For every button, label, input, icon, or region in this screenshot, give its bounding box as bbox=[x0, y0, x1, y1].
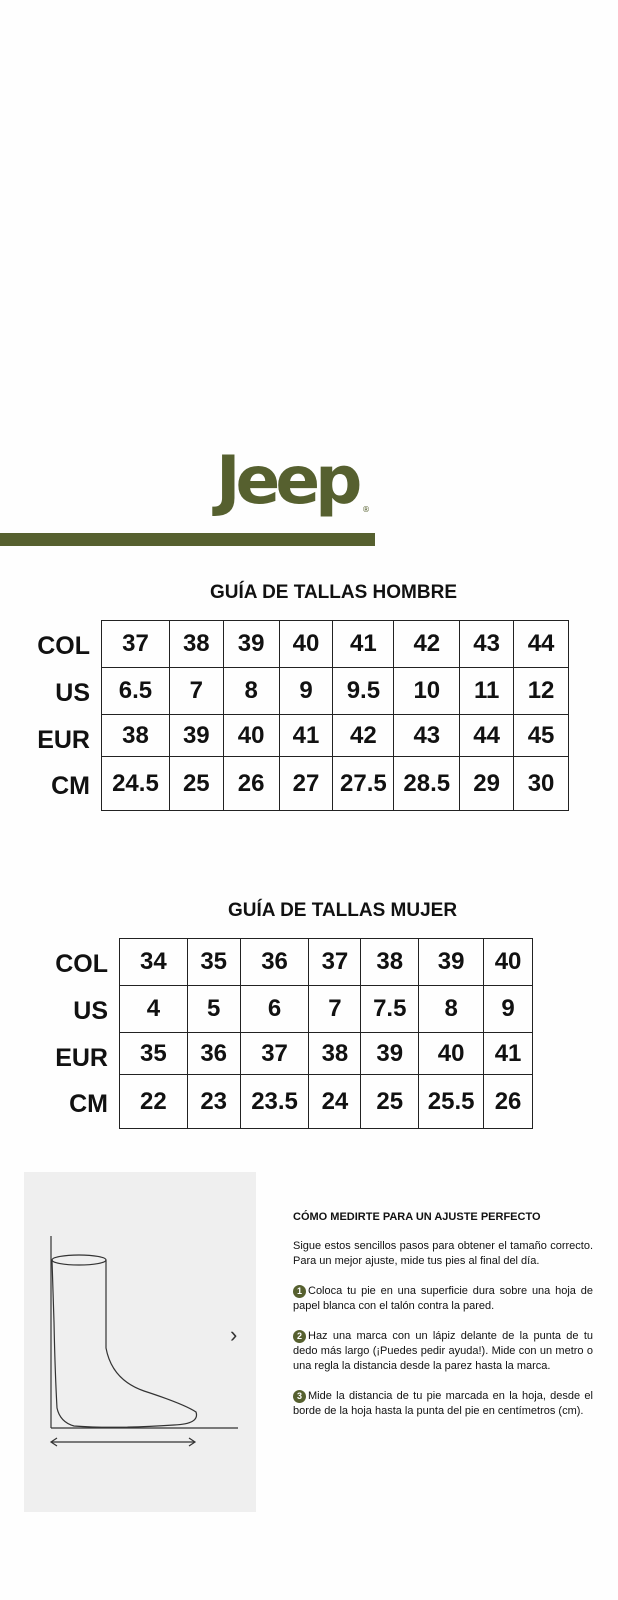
women-size-row bbox=[120, 986, 533, 1033]
men-size-cell: 29 bbox=[460, 757, 514, 811]
men-size-row bbox=[102, 757, 569, 811]
men-size-cell: 44 bbox=[460, 715, 514, 757]
foot-illustration-icon bbox=[24, 1172, 256, 1512]
women-size-cell: 26 bbox=[484, 1075, 533, 1129]
women-size-cell: 7.5 bbox=[361, 986, 419, 1033]
men-guide-title: GUÍA DE TALLAS HOMBRE bbox=[210, 582, 457, 603]
men-size-row bbox=[102, 715, 569, 757]
men-size-row bbox=[102, 668, 569, 715]
men-row-label: COL bbox=[37, 632, 90, 660]
women-size-cell: 23.5 bbox=[240, 1075, 309, 1129]
men-size-cell: 42 bbox=[333, 715, 394, 757]
men-row-label: US bbox=[55, 679, 90, 707]
men-size-cell: 9.5 bbox=[333, 668, 394, 715]
step-number-badge: 2 bbox=[293, 1330, 306, 1343]
step-text: Coloca tu pie en una superficie dura sobre una hoja de papel blanca con el talón contra la pared. bbox=[293, 1285, 593, 1312]
men-size-cell: 25 bbox=[169, 757, 223, 811]
men-size-cell: 10 bbox=[394, 668, 460, 715]
men-size-row bbox=[102, 621, 569, 668]
women-size-cell: 8 bbox=[419, 986, 484, 1033]
men-size-cell: 38 bbox=[102, 715, 170, 757]
registered-mark: ® bbox=[362, 505, 370, 514]
men-size-cell: 26 bbox=[223, 757, 279, 811]
men-size-cell: 42 bbox=[394, 621, 460, 668]
step-number-badge: 1 bbox=[293, 1285, 306, 1298]
women-size-cell: 41 bbox=[484, 1033, 533, 1075]
men-size-cell: 9 bbox=[279, 668, 333, 715]
women-row-label: CM bbox=[69, 1090, 108, 1118]
men-size-cell: 41 bbox=[333, 621, 394, 668]
step-text: Haz una marca con un lápiz delante de la punta de tu dedo más largo (¡Puedes pedir ayuda!). Mide con un metro o una regla la distancia desde la parez hasta la marca. bbox=[293, 1330, 593, 1372]
women-size-cell: 35 bbox=[187, 939, 240, 986]
men-size-cell: 41 bbox=[279, 715, 333, 757]
brand-divider-bar bbox=[0, 533, 375, 546]
men-size-cell: 12 bbox=[514, 668, 569, 715]
women-row-label: US bbox=[73, 997, 108, 1025]
men-size-cell: 27.5 bbox=[333, 757, 394, 811]
women-size-cell: 40 bbox=[419, 1033, 484, 1075]
men-size-cell: 43 bbox=[394, 715, 460, 757]
men-size-table bbox=[101, 620, 569, 811]
howto-heading: CÓMO MEDIRTE PARA UN AJUSTE PERFECTO bbox=[293, 1211, 541, 1223]
women-size-cell: 39 bbox=[361, 1033, 419, 1075]
men-size-cell: 8 bbox=[223, 668, 279, 715]
men-size-cell: 11 bbox=[460, 668, 514, 715]
women-size-cell: 7 bbox=[309, 986, 361, 1033]
women-size-cell: 37 bbox=[240, 1033, 309, 1075]
men-size-cell: 39 bbox=[169, 715, 223, 757]
women-size-cell: 36 bbox=[187, 1033, 240, 1075]
women-size-cell: 25.5 bbox=[419, 1075, 484, 1129]
men-size-cell: 38 bbox=[169, 621, 223, 668]
men-size-cell: 27 bbox=[279, 757, 333, 811]
men-size-cell: 24.5 bbox=[102, 757, 170, 811]
women-size-cell: 38 bbox=[309, 1033, 361, 1075]
women-size-table bbox=[119, 938, 533, 1129]
howto-step bbox=[293, 1284, 593, 1314]
women-size-cell: 5 bbox=[187, 986, 240, 1033]
women-size-row bbox=[120, 939, 533, 986]
women-guide-title: GUÍA DE TALLAS MUJER bbox=[228, 900, 458, 921]
men-size-cell: 45 bbox=[514, 715, 569, 757]
women-size-cell: 6 bbox=[240, 986, 309, 1033]
women-row-label: COL bbox=[55, 950, 108, 978]
men-size-cell: 6.5 bbox=[102, 668, 170, 715]
men-size-cell: 7 bbox=[169, 668, 223, 715]
women-size-cell: 35 bbox=[120, 1033, 188, 1075]
men-size-cell: 40 bbox=[223, 715, 279, 757]
men-row-label: EUR bbox=[37, 726, 90, 754]
men-row-label: CM bbox=[51, 772, 90, 800]
men-size-cell: 44 bbox=[514, 621, 569, 668]
men-size-cell: 30 bbox=[514, 757, 569, 811]
women-size-cell: 36 bbox=[240, 939, 309, 986]
howto-section bbox=[293, 1210, 593, 1434]
men-size-cell: 39 bbox=[223, 621, 279, 668]
women-size-cell: 23 bbox=[187, 1075, 240, 1129]
women-size-cell: 34 bbox=[120, 939, 188, 986]
howto-step bbox=[293, 1389, 593, 1419]
men-size-cell: 40 bbox=[279, 621, 333, 668]
howto-step bbox=[293, 1329, 593, 1374]
measure-illustration-panel bbox=[24, 1172, 256, 1512]
women-row-label: EUR bbox=[55, 1044, 108, 1072]
howto-intro: Sigue estos sencillos pasos para obtener el tamaño correcto. Para un mejor ajuste, mide tus pies al final del día. bbox=[293, 1240, 593, 1267]
step-text: Mide la distancia de tu pie marcada en la hoja, desde el borde de la hoja hasta la punta del pie en centímetros (cm). bbox=[293, 1390, 593, 1417]
women-size-cell: 39 bbox=[419, 939, 484, 986]
men-size-cell: 37 bbox=[102, 621, 170, 668]
women-size-cell: 22 bbox=[120, 1075, 188, 1129]
brand-logo-text: Jeep bbox=[216, 442, 358, 519]
chevron-right-icon: › bbox=[230, 1322, 238, 1347]
women-size-cell: 4 bbox=[120, 986, 188, 1033]
women-size-cell: 24 bbox=[309, 1075, 361, 1129]
women-size-row bbox=[120, 1075, 533, 1129]
men-size-cell: 43 bbox=[460, 621, 514, 668]
men-size-cell: 28.5 bbox=[394, 757, 460, 811]
brand-logo bbox=[216, 442, 370, 519]
women-size-cell: 38 bbox=[361, 939, 419, 986]
women-size-cell: 40 bbox=[484, 939, 533, 986]
women-size-row bbox=[120, 1033, 533, 1075]
women-size-cell: 25 bbox=[361, 1075, 419, 1129]
women-size-cell: 37 bbox=[309, 939, 361, 986]
women-size-cell: 9 bbox=[484, 986, 533, 1033]
step-number-badge: 3 bbox=[293, 1390, 306, 1403]
